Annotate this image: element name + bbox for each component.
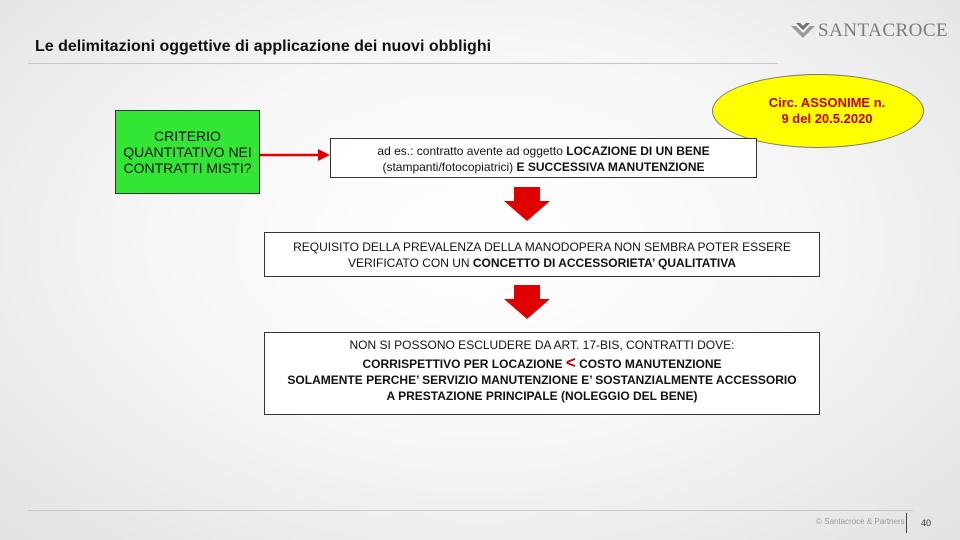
santacroce-logo-mark-icon (790, 22, 816, 40)
conclusion-line-2-left: CORRISPETTIVO PER LOCAZIONE (362, 357, 566, 371)
reference-line-2: 9 del 20.5.2020 (781, 111, 873, 126)
slide-title: Le delimitazioni oggettive di applicazione dei nuovi obblighi (35, 38, 492, 55)
requirement-text-2: CONCETTO DI ACCESSORIETA’ QUALITATIVA (472, 256, 737, 270)
criterion-text: CRITERIO QUANTITATIVO NEI CONTRATTI MISTI? (123, 128, 252, 176)
reference-line-1: Circ. ASSONIME n. (768, 95, 886, 110)
conclusion-line-1: NON SI POSSONO ESCLUDERE DA ART. 17-BIS, CONTRATTI DOVE: (349, 338, 735, 352)
requirement-box (264, 232, 820, 277)
footer-divider (28, 510, 913, 511)
conclusion-line-2 (265, 355, 819, 372)
criterion-box (115, 110, 260, 194)
example-text-1: ad es.: contratto avente ad oggetto (377, 144, 567, 158)
page-number: 40 (921, 518, 932, 528)
arrow-right-icon (260, 144, 332, 166)
company-logo (790, 20, 948, 42)
example-text-4: E SUCCESSIVA MANUTENZIONE (516, 160, 705, 174)
requirement-text-1: REQUISITO DELLA PREVALENZA DELLA MANODOPERA NON SEMBRA POTER ESSERE VERIFICATO CON UN (293, 240, 791, 270)
example-text-3: (stampanti/fotocopiatrici) (382, 160, 517, 174)
example-box (330, 138, 757, 178)
footer-copyright: © Santacroce & Partners (816, 517, 905, 526)
conclusion-line-3: SOLAMENTE PERCHE’ SERVIZIO MANUTENZIONE E’ SOSTANZIALMENTE ACCESSORIO A PRESTAZIONE PRINCIPALE (NOLEGGIO DEL BENE) (287, 373, 797, 403)
reference-ellipse (712, 74, 924, 148)
conclusion-box (264, 332, 820, 415)
example-text-2: LOCAZIONE DI UN BENE (566, 144, 710, 158)
arrow-down-icon (502, 285, 552, 321)
logo-text: SANTACROCE (818, 20, 949, 41)
conclusion-line-2-right: COSTO MANUTENZIONE (575, 357, 722, 371)
title-divider (28, 63, 778, 64)
arrow-down-icon (502, 187, 552, 223)
footer-separator (906, 513, 907, 533)
less-than-symbol: < (565, 353, 576, 372)
